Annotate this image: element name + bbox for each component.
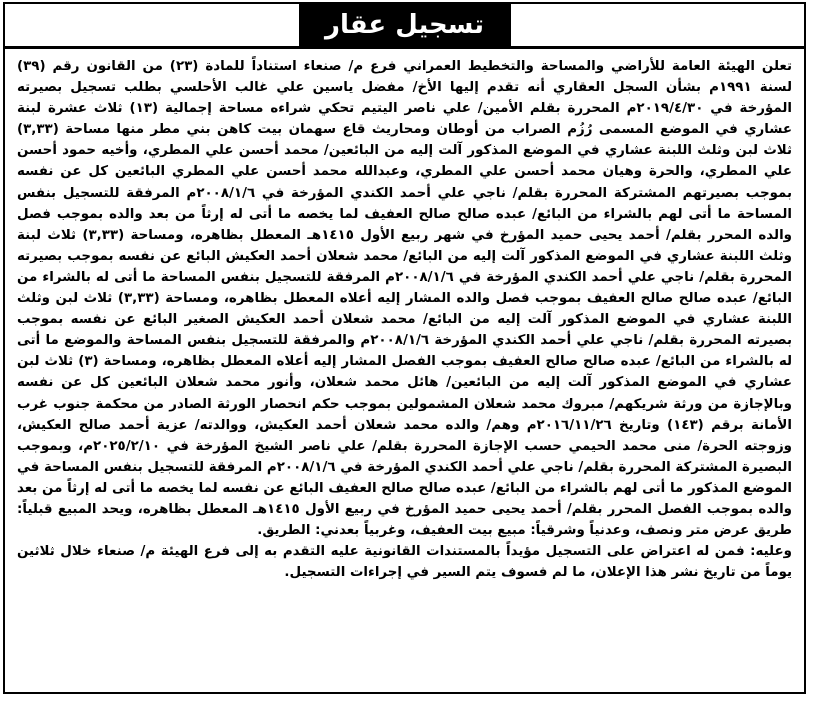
notice-main-paragraph: تعلن الهيئة العامة للأراضي والمساحة والتخطيط العمراني فرع م/ صنعاء استناداً للمادة (٢٣) من القانون رقم (٣٩) لسنة ١٩٩١م بشأن السجل العقاري أنه تقدم إليها الأخ/ مفضل ياسين علي غالب الأحلسي بطلب تسجيل بصيرته المؤرخة في ٢٠١٩/٤/٣٠م المحررة بقلم الأمين/ علي ناصر اليتيم تحكي شراءه مساحة إجمالية (١٣) ثلاث عشرة لبنة عشاري في الموضع المسمى رُزُم الصراب من أوطان ومحاريث قاع سهمان بيت كاهن بني مطر منها مساحة (٣,٣٣) ثلاث لبن وثلث اللبنة عشاري في الموضع المذكور آلت إليه من البائعين/ محمد أحسن علي المطري، وأخيه حمود أحسن علي المطري، والحرة وهيان محمد أحسن علي المطري، وعبدالله محمد أحسن علي المطري البائعين كل عن نفسه بموجب بصيرتهم المشتركة المحررة بقلم/ ناجي علي أحمد الكندي المؤرخة في ٢٠٠٨/١/٦م المرفقة للتسجيل بنفس المساحة ما أتى لهم بالشراء من البائع/ عبده صالح صالح العفيف لما يخصه ما أتى له إرثاً من بعد والده بموجب فصل والده المحرر بقلم/ أحمد يحيى حميد المؤرخ في شهر ربيع الأول ١٤١٥هـ المعطل بظاهره، ومساحة (٣,٣٣) ثلاث لبنة وثلث اللبنة عشاري في الموضع المذكور آلت إليه من البائع/ محمد شعلان أحمد العكيش البائع عن نفسه بموجب بصيرته المحررة بقلم/ ناجي علي أحمد الكندي المؤرخة في ٢٠٠٨/١/٦م المرفقة للتسجيل بنفس المساحة ما أتى له بالشراء من البائع/ عبده صالح صالح العفيف بموجب فصل والده المشار إليه أعلاه المعطل بظاهره، ومساحة (٣,٣٣) ثلاث لبن وثلث اللبنة عشاري في الموضع المذكور آلت إليه من البائع/ محمد شعلان أحمد العكيش الصغير البائع عن نفسه بموجب بصيرته المحررة بقلم/ ناجي علي أحمد الكندي المؤرخة ٢٠٠٨/١/٦م والمرفقة للتسجيل بنفس المساحة والموضع ما أتى له بالشراء من البائع/ عبده صالح صالح العفيف بموجب الفصل المشار إليه أعلاه المعطل بظاهره، ومساحة (٣) ثلاث لبن عشاري في الموضع المذكور آلت إليه من البائعين/ هائل محمد شعلان، وأنور محمد شعلان البائعين كل عن نفسه وبالإجازة من ورثة شريكهم/ مبروك محمد شعلان المشمولين بموجب حكم انحصار الورثة الصادر من محكمة جنوب غرب الأمانة برقم (١٤٣) وتاريخ ٢٠١٦/١١/٢٦م وهم/ والده محمد شعلان أحمد العكيش، ووالدته/ عزية أحمد صالح العكيش، وزوجته الحرة/ منى محمد الحيمي حسب الإجازة المحررة بقلم/ علي ناصر الشيخ المؤرخة في ٢٠٢٥/٢/١٠م، وبموجب البصيرة المشتركة المحررة بقلم/ ناجي علي أحمد الكندي المؤرخة في ٢٠٠٨/١/٦م المرفقة للتسجيل بنفس المساحة في الموضع المذكور ما أتى لهم بالشراء من البائع/ عبده صالح صالح العفيف البائع عن نفسه لما يخصه ما أتى له إرثاً من بعد والده بموجب الفصل المحرر بقلم/ أحمد يحيى حميد المؤرخ في ربيع الأول ١٤١٥هـ المعطل بظاهره، ويحد المبيع قبلياً: طريق عرض متر ونصف، وعدنياً وشرقياً: مبيع بيت العفيف، وغربياً بعدني: الطريق. [17, 59, 793, 539]
notice-body [17, 56, 792, 583]
notice-header [5, 4, 804, 49]
notice-frame [3, 2, 806, 694]
notice-closing-paragraph: وعليه: فمن له اعتراض على التسجيل مؤيداً بالمستندات القانونية عليه التقدم به إلى فرع الهيئة م/ صنعاء خلال ثلاثين يوماً من تاريخ نشر هذا الإعلان، ما لم فسوف يتم السير في إجراءات التسجيل. [17, 544, 792, 581]
notice-title: تسجيل عقار [299, 4, 511, 46]
